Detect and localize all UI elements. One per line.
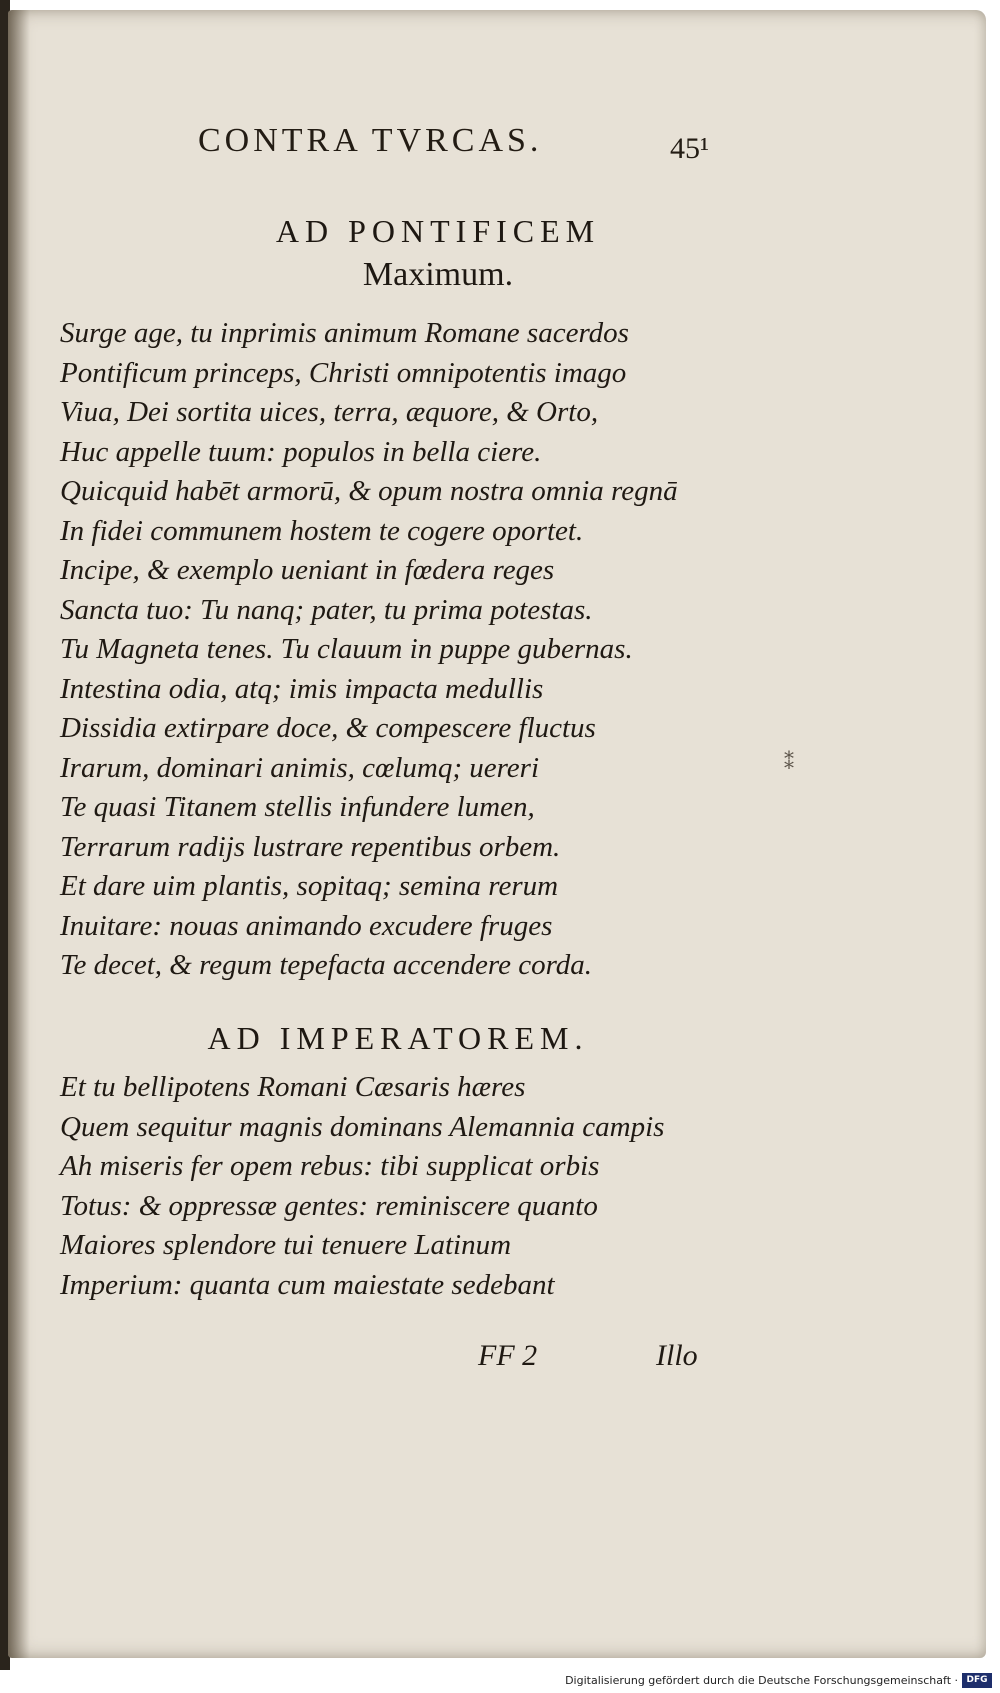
verse-line: Quicquid habēt armorū, & opum nostra omnia regnā: [60, 475, 678, 507]
verse-line: Incipe, & exemplo ueniant in fœdera reges: [60, 554, 555, 586]
verse-line: Inuitare: nouas animando excudere fruges: [60, 909, 553, 942]
verse-line: Quem sequitur magnis dominans Alemannia campis: [60, 1110, 665, 1143]
verse-line: Te decet, & regum tepefacta accendere corda.: [60, 949, 593, 981]
verse-line: Totus: & oppressæ gentes: reminiscere quanto: [60, 1189, 598, 1222]
verse-line: Pontificum princeps, Christi omnipotentis imago: [60, 356, 627, 389]
verse-line: Tu Magneta tenes. Tu clauum in puppe gubernas.: [60, 633, 633, 665]
verse-line: Et dare uim plantis, sopitaq; semina rerum: [60, 870, 559, 902]
verse-line: Viua, Dei sortita uices, terra, æquore, & Orto,: [60, 396, 599, 428]
digitization-credit: Digitalisierung gefördert durch die Deutsche Forschungsgemeinschaft ·: [565, 1674, 958, 1687]
verse-line: Imperium: quanta cum maiestate sedebant: [60, 1268, 555, 1301]
section-heading-pontifex: AD PONTIFICEM: [275, 213, 601, 249]
page-fold-shadow: [8, 10, 30, 1658]
verse-block-imperator: [60, 1068, 664, 1305]
verse-line: Et tu bellipotens Romani Cæsaris hæres: [60, 1071, 526, 1103]
dfg-logo: DFG: [962, 1673, 992, 1688]
verse-line: Irarum, dominari animis, cœlumq; uereri: [60, 751, 540, 784]
margin-mark: ⁑: [784, 750, 794, 774]
verse-line: Sancta tuo: Tu nanq; pater, tu prima potestas.: [60, 593, 593, 626]
verse-line: Terrarum radijs lustrare repentibus orbem.: [60, 830, 561, 863]
verse-line: Huc appelle tuum: populos in bella ciere.: [60, 435, 542, 468]
page-number: 45¹: [670, 132, 709, 165]
running-head: CONTRA TVRCAS.: [198, 122, 543, 159]
verse-line: Maiores splendore tui tenuere Latinum: [60, 1229, 512, 1261]
verse-line: Surge age, tu inprimis animum Romane sacerdos: [60, 317, 629, 349]
verse-line: Intestina odia, atq; imis impacta medullis: [60, 672, 544, 705]
verse-line: Dissidia extirpare doce, & compescere fluctus: [60, 712, 596, 744]
signature-mark: FF 2: [478, 1339, 538, 1372]
verse-block-pontifex: [60, 314, 678, 986]
book-page: [8, 10, 986, 1658]
verse-line: In fidei communem hostem te cogere oportet.: [60, 514, 584, 547]
section-heading-pontifex-subtitle: Maximum.: [362, 256, 514, 293]
verse-line: Ah miseris fer opem rebus: tibi supplicat orbis: [60, 1150, 600, 1182]
catchword: Illo: [656, 1339, 698, 1372]
section-heading-imperator: AD IMPERATOREM.: [207, 1020, 589, 1056]
verse-line: Te quasi Titanem stellis infundere lumen,: [60, 791, 535, 823]
